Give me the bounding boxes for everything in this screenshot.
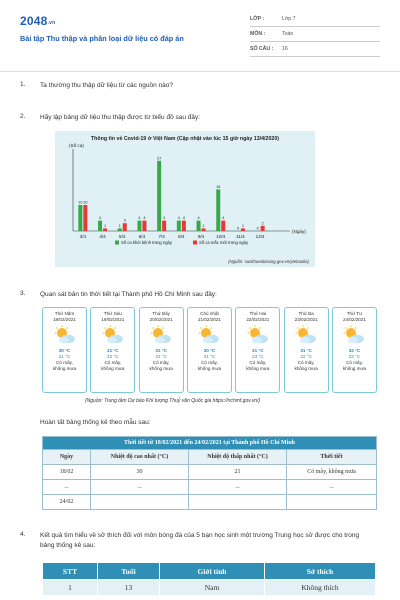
x-tick-label: 3/4 [79, 234, 87, 239]
chart-bar [162, 221, 166, 231]
weather-low: 21 °C [203, 354, 216, 359]
chart-bar [157, 161, 161, 231]
data-label: 4 [177, 216, 180, 221]
football-preference-table [42, 562, 376, 596]
chart-bar [83, 205, 87, 231]
weather-desc [140, 360, 183, 371]
chart-bar [216, 189, 220, 231]
logo-text: 2048 [20, 14, 48, 28]
x-tick-label: 10/4 [216, 234, 226, 239]
weather-desc-line: không mưa [342, 365, 367, 371]
x-tick-label: 5/4 [119, 234, 126, 239]
column-header: Nhiệt độ cao nhất (°C) [91, 450, 189, 465]
weather-day: Thứ Bảy [152, 311, 170, 316]
x-tick-label: 4/4 [99, 234, 106, 239]
weather-date: 18/02/2021 [53, 317, 76, 322]
weather-desc-line: không mưa [197, 365, 222, 371]
meta-value: 16 [282, 46, 288, 52]
table-cell: 24/02 [43, 495, 91, 510]
data-label: 4 [163, 216, 166, 221]
data-label: 16 [216, 184, 221, 189]
sun-cloud-icon [294, 325, 318, 345]
chart-bar [221, 221, 225, 231]
weather-high: 31 °C [300, 348, 312, 353]
weather-desc-line: Có mây, [201, 360, 218, 365]
weather-date: 21/02/2021 [197, 317, 221, 322]
logo-tld: .vn [47, 20, 56, 26]
chart-title: Thông tin về Covid-19 ở Việt Nam (Cập nhật vào lúc 15 giờ ngày 13/4/2020) [90, 136, 280, 142]
legend-label: Số ca mắc mới trong ngày [199, 240, 249, 245]
chart-bar [182, 221, 186, 231]
table-cell [287, 495, 377, 510]
weather-day-card [332, 307, 377, 393]
data-label: 4 [182, 216, 185, 221]
weather-source: (Nguồn: Trung tâm Dự báo Khí tượng Thuỷ văn Quốc gia https://nchmf.gov.vn/) [85, 398, 261, 404]
chart-bar [142, 221, 146, 231]
weather-day: Thứ Hai [249, 311, 267, 316]
table-cell: ... [189, 480, 287, 495]
question-3 [20, 290, 370, 300]
table-row [43, 495, 377, 510]
legend-label: Số ca khỏi bệnh trong ngày [121, 240, 172, 245]
chart-bar [123, 223, 127, 231]
weather-desc-line: Có mây, [56, 360, 73, 365]
table-cell [189, 495, 287, 510]
x-tick-label: 6/4 [138, 234, 146, 239]
weather-low: 22 °C [155, 354, 167, 359]
table-cell [91, 495, 189, 510]
column-header: Sở thích [265, 563, 376, 580]
weather-desc [188, 360, 231, 371]
data-label: 4 [143, 216, 146, 221]
chart-bar [98, 221, 102, 231]
x-tick-label: 11/4 [236, 234, 245, 239]
instruction-text: Hoàn tất bảng thống kê theo mẫu sau: [40, 419, 151, 426]
data-label: 1 [202, 223, 205, 228]
table-cell: Nam [160, 580, 265, 596]
weather-high: 32 °C [348, 348, 361, 353]
data-label: 0 [236, 226, 240, 231]
instruction [40, 418, 370, 428]
data-label: 0 [256, 226, 259, 231]
weather-desc-line: Có mây, [346, 360, 363, 365]
table-row [43, 480, 377, 495]
meta-label: LỚP : [250, 16, 265, 22]
table-cell: Không thích [265, 580, 376, 596]
weather-day: Thứ Ba [298, 311, 314, 316]
chart-bar [177, 221, 181, 231]
weather-low: 22 °C [300, 354, 312, 359]
weather-high: 31 °C [107, 348, 119, 353]
weather-low: 23 °C [348, 354, 361, 359]
table-caption: Thời tiết từ 18/02/2021 đến 24/02/2021 tại Thành phố Hồ Chí Minh [43, 437, 377, 450]
weather-day: Thứ Sáu [103, 311, 122, 316]
data-label: 1 [118, 223, 121, 228]
table-cell: ... [43, 480, 91, 495]
data-label: 10 [78, 200, 83, 205]
weather-date: 19/02/2021 [101, 317, 125, 322]
x-tick-label: 8/4 [178, 234, 185, 239]
weather-desc-line: không mưa [294, 365, 318, 371]
table-cell: 21 [189, 465, 287, 480]
question-number: 2. [20, 113, 26, 120]
weather-desc-line: không mưa [246, 365, 270, 371]
chart-bar [197, 221, 201, 231]
question-number: 1. [20, 81, 26, 88]
sun-cloud-icon [342, 325, 366, 345]
question-number: 4. [20, 531, 26, 538]
weather-desc-line: không mưa [52, 365, 77, 371]
sun-cloud-icon [197, 325, 221, 345]
data-label: 4 [222, 216, 225, 221]
table-cell: 18/02 [43, 465, 91, 480]
x-tick-label: 9/4 [197, 234, 205, 239]
weather-day: Thứ Năm [54, 311, 75, 316]
chart-bar [137, 221, 141, 231]
table-cell: 30 [91, 465, 189, 480]
meta-row-count [250, 42, 380, 57]
x-tick-label: 12/4 [255, 234, 265, 239]
data-label: 1 [103, 223, 107, 228]
weather-desc [285, 360, 328, 371]
weather-date: 20/02/2021 [149, 317, 173, 322]
weather-day-card [139, 307, 184, 393]
weather-low: 21 °C [58, 354, 71, 359]
data-label: 10 [83, 200, 88, 205]
data-label: 4 [138, 216, 141, 221]
question-1 [20, 81, 370, 91]
meta-row-subject [250, 27, 380, 42]
weather-desc [236, 360, 279, 371]
table-row [43, 580, 376, 596]
data-label: 2 [261, 221, 264, 226]
y-axis-label: (Số ca) [69, 143, 84, 148]
column-header: Tuổi [98, 563, 160, 580]
weather-day: Chủ nhật [200, 311, 219, 316]
chart-bar [118, 228, 122, 231]
data-label: 1 [241, 223, 245, 228]
question-text: Hãy lập bảng dữ liệu thu thập được từ biểu đồ sau đây: [40, 114, 201, 121]
weather-low: 22 °C [107, 354, 119, 359]
weather-high: 30 °C [58, 348, 71, 353]
table-cell: 13 [98, 580, 160, 596]
meta-label: SỐ CÂU : [250, 46, 274, 52]
column-header: STT [43, 563, 98, 580]
x-tick-label: 7/4 [158, 234, 165, 239]
weather-stats-table [42, 436, 377, 510]
data-label: 4 [197, 216, 200, 221]
weather-desc-line: Có mây, [104, 360, 122, 365]
weather-desc [43, 360, 86, 371]
legend-swatch [193, 241, 197, 245]
column-header: Thời tiết [287, 450, 377, 465]
meta-row-grade [250, 12, 380, 27]
table-row [43, 465, 377, 480]
meta-label: MÔN : [250, 31, 266, 37]
sun-cloud-icon [101, 325, 125, 345]
data-label: 3 [123, 218, 126, 223]
weather-day-card [42, 307, 87, 393]
meta-value: Lớp 7 [282, 16, 296, 22]
question-4 [20, 531, 370, 551]
weather-desc-line: không mưa [149, 365, 173, 371]
weather-date: 24/02/2021 [342, 317, 366, 322]
question-number: 3. [20, 290, 26, 297]
meta-info [250, 12, 380, 57]
weather-day-card [284, 307, 329, 393]
question-text: Quan sát bản tin thời tiết tại Thành phố Hồ Chí Minh sau đây: [40, 291, 217, 298]
weather-high: 31 °C [252, 348, 264, 353]
column-header: Giới tính [160, 563, 265, 580]
x-axis-label: (Ngày) [292, 229, 306, 234]
weather-date: 23/02/2021 [294, 317, 318, 322]
meta-value: Toán [282, 31, 294, 37]
weather-date: 22/02/2021 [246, 317, 270, 322]
chart-bar [241, 228, 245, 231]
weather-high: 31 °C [155, 348, 167, 353]
weather-day: Thứ Tư [346, 311, 363, 316]
weather-forecast [42, 307, 377, 393]
chart-plot [55, 131, 315, 267]
chart-bar [103, 228, 107, 231]
question-text: Ta thường thu thập dữ liệu từ các nguồn nào? [40, 82, 173, 89]
table-cell: ... [287, 480, 377, 495]
site-logo[interactable] [20, 14, 55, 28]
question-text: Kết quả tìm hiểu về sở thích đối với môn bóng đá của 5 bạn học sinh một trường Trung học sở được cho trong bảng thống kê sau: [40, 532, 360, 549]
column-header: Ngày [43, 450, 91, 465]
weather-day-card [187, 307, 232, 393]
sun-cloud-icon [246, 325, 270, 345]
chart-bar [78, 205, 82, 231]
weather-desc [333, 360, 376, 371]
weather-desc [91, 360, 134, 371]
weather-desc-line: Có mây, [152, 360, 170, 365]
sun-cloud-icon [53, 325, 77, 345]
data-label: 27 [157, 156, 162, 161]
weather-day-card [235, 307, 280, 393]
chart-bar [261, 226, 265, 231]
weather-desc-line: không mưa [101, 365, 125, 371]
data-label: 4 [98, 216, 102, 221]
weather-day-card [90, 307, 135, 393]
chart-source: (Nguồn: suckhoedoisong.gov.vn/ytebaolio) [228, 259, 309, 264]
table-cell: 1 [43, 580, 98, 596]
column-header: Nhiệt độ thấp nhất (°C) [189, 450, 287, 465]
weather-high: 30 °C [203, 348, 216, 353]
legend-swatch [115, 241, 119, 245]
covid-chart [55, 131, 315, 267]
table-cell: Có mây, không mưa [287, 465, 377, 480]
table-cell: ... [91, 480, 189, 495]
chart-bar [202, 228, 206, 231]
page-header [0, 0, 400, 72]
question-2 [20, 113, 370, 123]
weather-desc-line: Có mây, [297, 360, 315, 365]
sun-cloud-icon [149, 325, 173, 345]
weather-low: 23 °C [252, 354, 264, 359]
document-title: Bài tập Thu thập và phân loại dữ liệu có đáp án [20, 34, 184, 43]
weather-desc-line: Có mây, [249, 360, 267, 365]
